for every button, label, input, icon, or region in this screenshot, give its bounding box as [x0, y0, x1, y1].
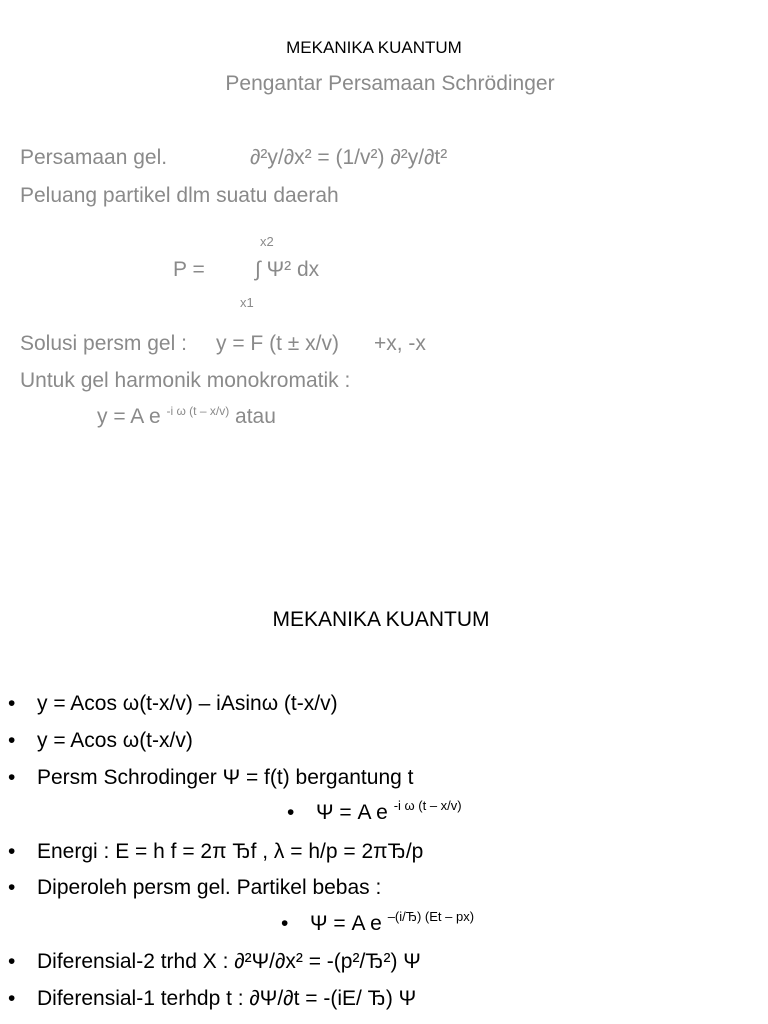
bullet-marker: • — [8, 692, 16, 715]
bullet-marker: • — [281, 912, 289, 935]
psi-exponent-b: –(i/Ђ) (Et – px) — [387, 909, 475, 924]
bullet-item: Persm Schrodinger Ψ = f(t) bergantung t — [37, 766, 414, 789]
harmonic-text: Untuk gel harmonik monokromatik : — [20, 369, 351, 392]
wave-equation-formula: ∂²y/∂x² = (1/v²) ∂²y/∂t² — [250, 146, 448, 169]
bullet-marker: • — [8, 729, 16, 752]
psi-base-a: Ψ = A e — [316, 801, 388, 824]
slide1-title: MEKANIKA KUANTUM — [286, 38, 462, 57]
harmonic-base: y = A e — [97, 405, 161, 428]
bullet-item: Energi : E = h f = 2π Ђf , λ = h/p = 2πЂ/p — [37, 840, 424, 863]
integral-upper-limit: x2 — [260, 234, 274, 249]
probability-text: Peluang partikel dlm suatu daerah — [20, 184, 339, 207]
harmonic-formula — [97, 405, 276, 429]
harmonic-exponent: -i ω (t – x/v) — [166, 404, 230, 418]
bullet-marker: • — [8, 876, 16, 899]
slide2-title: MEKANIKA KUANTUM — [272, 608, 490, 631]
solution-formula: y = F (t ± x/v) — [216, 332, 339, 355]
integral-lower-limit: x1 — [240, 295, 254, 310]
psi-exponent-a: -i ω (t – x/v) — [393, 798, 462, 813]
bullet-marker: • — [8, 766, 16, 789]
slide1-subtitle: Pengantar Persamaan Schrödinger — [225, 72, 555, 95]
bullet-marker: • — [8, 987, 16, 1010]
solution-label: Solusi persm gel : — [20, 332, 187, 355]
bullet-item: Diferensial-1 terhdp t : ∂Ψ/∂t = -(iE/ Ђ) Ψ — [37, 987, 417, 1010]
bullet-marker: • — [8, 950, 16, 973]
bullet-marker: • — [287, 801, 295, 824]
psi-base-b: Ψ = A e — [310, 912, 382, 935]
integral-lhs: P = — [173, 258, 205, 281]
integral-body: ∫ Ψ² dx — [255, 258, 320, 281]
psi-formula-a — [316, 798, 462, 825]
bullet-item: y = Acos ω(t-x/v) — [37, 729, 193, 752]
bullet-item: Diferensial-2 trhd X : ∂²Ψ/∂x² = -(p²/Ђ²) Ψ — [37, 950, 421, 973]
bullet-marker: • — [8, 840, 16, 863]
harmonic-tail: atau — [235, 405, 276, 428]
bullet-item: y = Acos ω(t-x/v) – iAsinω (t-x/v) — [37, 692, 338, 715]
bullet-item: Diperoleh persm gel. Partikel bebas : — [37, 876, 382, 899]
wave-equation-label: Persamaan gel. — [20, 146, 168, 169]
solution-directions: +x, -x — [374, 332, 426, 355]
psi-formula-b — [310, 909, 475, 936]
